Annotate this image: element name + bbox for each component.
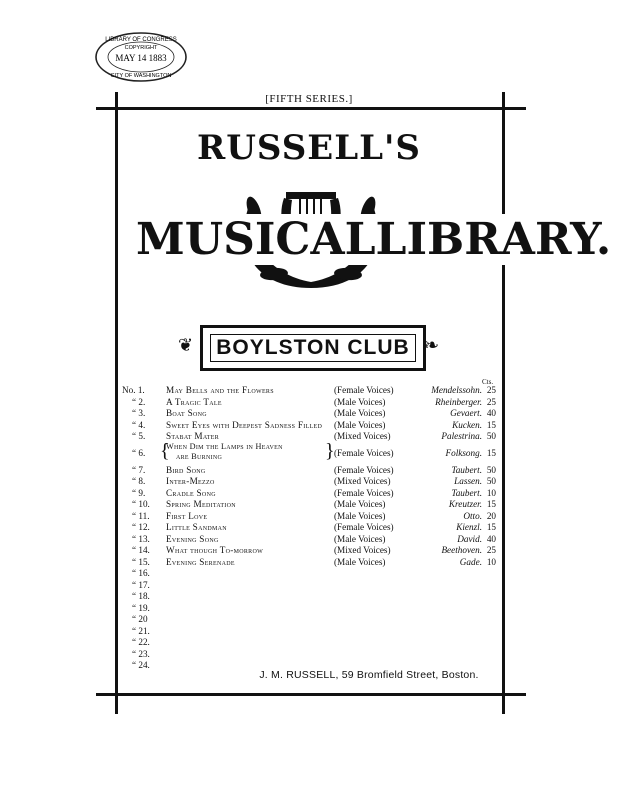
price-heading: Cts. xyxy=(482,378,494,386)
list-item: “ 7. Bird Song (Female Voices) Taubert. 50 xyxy=(132,464,496,475)
list-item: “ 12. Little Sandman (Female Voices) Kienzl. 15 xyxy=(132,522,496,532)
list-item: “ 9. Cradle Song (Female Voices) Taubert. 10 xyxy=(132,487,496,498)
empty-slot: “ 19. xyxy=(132,602,150,613)
brand-title: RUSSELL'S xyxy=(197,128,421,168)
list-item: No. 1. May Bells and the Flowers (Female Voices) Mendelssohn. 25 xyxy=(122,385,496,395)
frame-right-rule xyxy=(502,92,505,714)
empty-slot: “ 16. xyxy=(132,568,150,578)
list-item: “ 3. Boat Song (Male Voices) Gevaert. 40 xyxy=(132,408,496,418)
composer: Mendelssohn. xyxy=(431,385,482,395)
composer: Taubert. xyxy=(451,487,482,498)
song-title: Stabat Mater xyxy=(166,431,220,441)
composer: Lassen. xyxy=(454,476,482,486)
composer: David. xyxy=(457,533,482,544)
empty-slot: “ 18. xyxy=(132,591,150,601)
right-flourish-icon: ❧ xyxy=(424,335,440,356)
club-name: BOYLSTON CLUB xyxy=(216,336,410,359)
song-list xyxy=(122,385,494,672)
composer: Gade. xyxy=(459,556,482,567)
song-title: Inter-Mezzo xyxy=(166,476,215,486)
frame-bottom-rule xyxy=(96,693,526,696)
song-title: Spring Meditation xyxy=(166,499,236,509)
composer: Folksong. xyxy=(445,447,482,458)
list-item: “ 2. A Tragic Tale (Male Voices) Rheinberger. 25 xyxy=(132,396,496,407)
empty-slot: “ 21. xyxy=(132,625,150,636)
song-title: First Love xyxy=(166,510,208,521)
club-plate xyxy=(200,325,426,371)
list-item: “ 11. First Love (Male Voices) Otto. 20 xyxy=(132,510,496,521)
publisher-imprint: J. M. RUSSELL, 59 Bromfield Street, Boston. xyxy=(259,669,479,681)
frame-top-rule xyxy=(96,107,526,110)
list-item: “ 14. What though To-morrow (Mixed Voices) Beethoven. 25 xyxy=(132,545,496,555)
stamp-date: MAY 14 1883 xyxy=(115,53,167,63)
composer: Rheinberger. xyxy=(435,396,482,407)
song-title: Boat Song xyxy=(166,408,207,418)
song-title: Sweet Eyes with Deepest Sadness Filled xyxy=(166,419,323,430)
copyright-stamp xyxy=(93,30,189,84)
composer: Beethoven. xyxy=(441,545,482,555)
empty-slot: “ 23. xyxy=(132,648,150,659)
list-item: “ 4. Sweet Eyes with Deepest Sadness Filled (Male Voices) Kucken. 15 xyxy=(132,419,496,430)
composer: Otto. xyxy=(463,510,482,521)
stamp-line1: LIBRARY OF CONGRESS xyxy=(105,37,177,43)
list-item: “ 6. { When Dim the Lamps in Heaven are Burning } (Female Voices) Folksong. 15 xyxy=(132,439,496,462)
song-title: When Dim the Lamps in Heaven are Burning xyxy=(166,441,283,461)
stamp-line2: COPYRIGHT xyxy=(124,45,158,51)
song-title: Little Sandman xyxy=(166,522,227,532)
composer: Palestrina. xyxy=(441,431,482,441)
empty-slot: “ 24. xyxy=(132,660,150,670)
song-title: May Bells and the Flowers xyxy=(166,385,274,395)
empty-slot: “ 17. xyxy=(132,579,150,590)
composer: Kreutzer. xyxy=(448,499,482,509)
list-item: “ 5. Stabat Mater (Mixed Voices) Palestrina. 50 xyxy=(132,431,496,441)
composer: Gevaert. xyxy=(450,408,482,418)
series-label: [FIFTH SERIES.] xyxy=(265,93,353,105)
library-word-2: LIBRARY. xyxy=(375,214,612,265)
song-title: Bird Song xyxy=(166,464,206,475)
frame-left-rule xyxy=(115,92,118,714)
library-word-1: MUSICAL xyxy=(136,214,376,265)
composer: Kienzl. xyxy=(456,522,482,532)
song-title: Evening Serenade xyxy=(166,556,235,567)
list-item: “ 8. Inter-Mezzo (Mixed Voices) Lassen. 50 xyxy=(132,476,496,486)
list-item: “ 10. Spring Meditation (Male Voices) Kreutzer. 15 xyxy=(132,499,496,509)
empty-slot: “ 22. xyxy=(132,637,150,647)
song-title: A Tragic Tale xyxy=(166,396,222,407)
left-flourish-icon: ❦ xyxy=(178,335,194,356)
song-title: Cradle Song xyxy=(166,487,216,498)
composer: Taubert. xyxy=(451,464,482,475)
list-item: “ 13. Evening Song (Male Voices) David. 40 xyxy=(132,533,496,544)
empty-slot: “ 20 xyxy=(132,614,148,624)
composer: Kucken. xyxy=(452,419,482,430)
song-title: Evening Song xyxy=(166,533,219,544)
stamp-line3: CITY OF WASHINGTON xyxy=(110,73,172,79)
library-title xyxy=(136,214,612,265)
list-item: “ 15. Evening Serenade (Male Voices) Gade. 10 xyxy=(132,556,496,567)
song-title: What though To-morrow xyxy=(166,545,264,555)
